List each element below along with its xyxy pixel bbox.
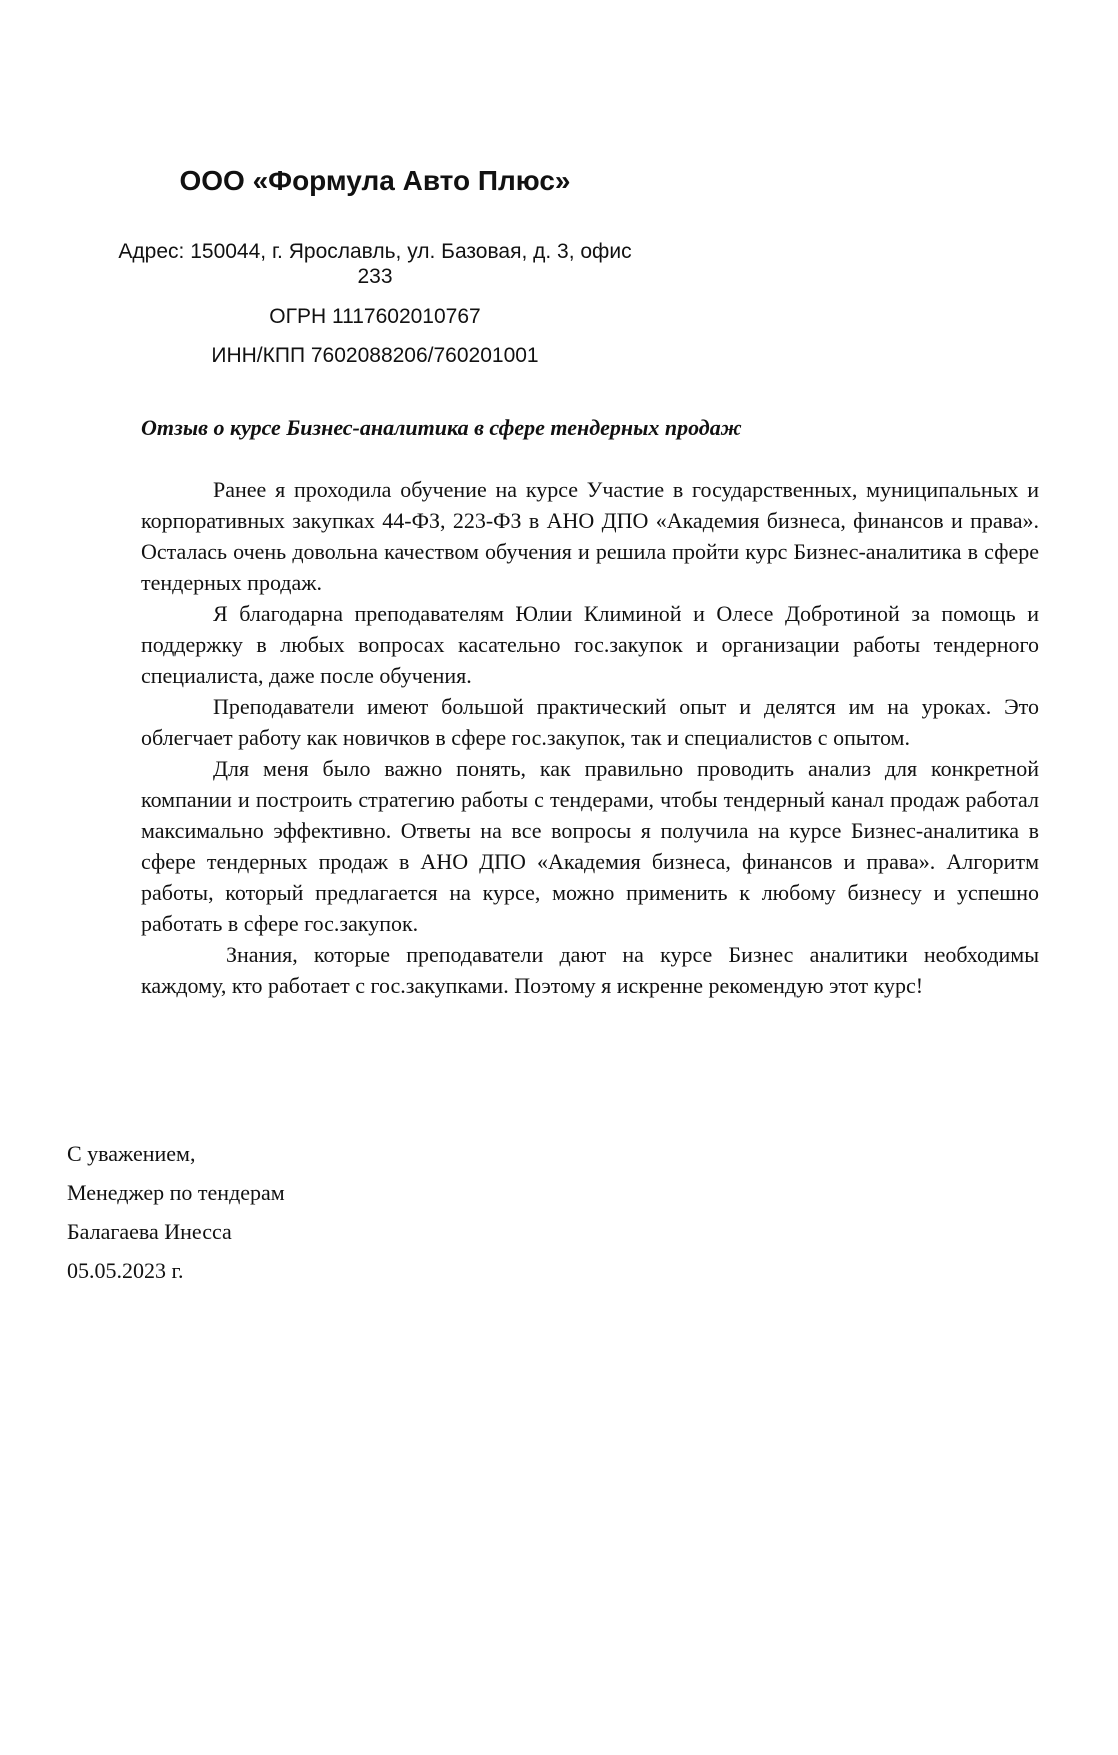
address-line-1: Адрес: 150044, г. Ярославль, ул. Базовая, д. 3, офис (118, 240, 632, 263)
review-paragraph-1: Ранее я проходила обучение на курсе Участие в государственных, муниципальных и корпоративных закупках 44-ФЗ, 223-ФЗ в АНО ДПО «Академия бизнеса, финансов и права». Осталась очень довольна качеством обучения и решила пройти курс Бизнес-аналитика в сфере тендерных продаж. (141, 477, 1039, 595)
review-paragraph-4: Для меня было важно понять, как правильно проводить анализ для конкретной компании и построить стратегию работы с тендерами, чтобы тендерный канал продаж работал максимально эффективно. Ответы на все вопросы я получила на курсе Бизнес-аналитика в сфере тендерных продаж в АНО ДПО «Академия бизнеса, финансов и права». Алгоритм работы, который предлагается на курсе, можно применить к любому бизнесу и успешно работать в сфере гос.закупок. (141, 756, 1039, 936)
closing-line: С уважением, (67, 1141, 196, 1166)
company-name: ООО «Формула Авто Плюс» (179, 165, 571, 196)
review-paragraph-3: Преподаватели имеют большой практический опыт и делятся им на уроках. Это облегчает работу как новичков в сфере гос.закупок, так и специалистов с опытом. (141, 694, 1039, 750)
review-paragraph-5: Знания, которые преподаватели дают на курсе Бизнес аналитики необходимы каждому, кто работает с гос.закупками. Поэтому я искренне рекомендую этот курс! (141, 942, 1039, 998)
signature-block (67, 1134, 285, 1290)
inn-kpp-line: ИНН/КПП 7602088206/760201001 (211, 344, 539, 367)
review-paragraph-2: Я благодарна преподавателям Юлии Климиной и Олесе Добротиной за помощь и поддержку в любых вопросах касательно гос.закупок и организации работы тендерного специалиста, даже после обучения. (141, 601, 1039, 688)
review-body (141, 474, 1039, 1001)
ogrn-line: ОГРН 1117602010767 (269, 305, 481, 328)
letter-date: 05.05.2023 г. (67, 1258, 184, 1283)
address-line-2: 233 (357, 265, 393, 288)
signer-position: Менеджер по тендерам (67, 1180, 285, 1205)
signer-name: Балагаева Инесса (67, 1219, 232, 1244)
review-title: Отзыв о курсе Бизнес-аналитика в сфере тендерных продаж (141, 415, 742, 440)
